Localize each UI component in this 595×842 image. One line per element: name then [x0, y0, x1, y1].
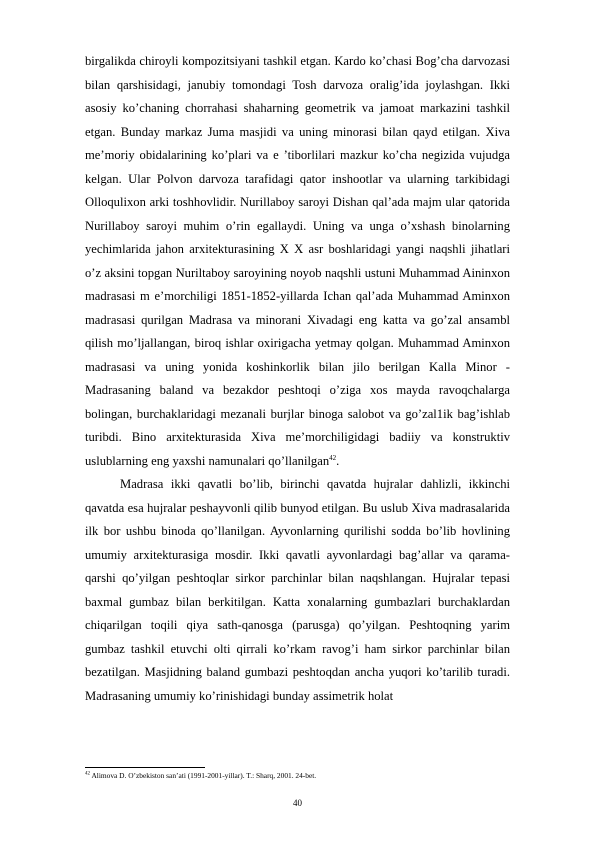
page-number: 40 — [293, 798, 302, 808]
paragraph-1-text: birgalikda chiroyli kompozitsiyani tashkil etgan. Kardo ko’chasi Bog’cha darvozasi bilan qarshisidagi, janubiy tomondagi Tosh darvoza oralig’ida joylashgan. Ikki asosiy ko’chaning chorrahasi shaharning geometrik va jamoat markazini tashkil etgan. Bunday markaz Juma masjidi va uning minorasi bilan qayd etilgan. Xiva me’moriy obidalarining ko’plari va e ’tiborlilari mazkur ko’cha negizida vujudga kelgan. Ular Polvon darvoza tarafidagi qator inshootlar va ularning tarkibidagi Olloqulixon arki toshhovlidir. Nurillaboy saroyi Dishan qal’ada majm ular qatorida Nurillaboy saroyi muhim o’rin egallaydi. Uning va unga o’xshash binolarning yechimlarida jahon arxitekturasining X X asr boshlaridagi yangi naqshli jihatlari o’z aksini topgan Nuriltaboy saroyining noyob naqshli ustuni Muhammad Aininxon madrasasi m e’morchiligi 1851-1852-yillarda Ichan qal’ada Muhammad Aminxon madrasasi qurilgan Madrasa va minorani Xivadagi eng katta va go’zal ansambl qilish mo’ljallangan, biroq ishlar oxirigacha yetmay qolgan. Muhammad Aminxon madrasasi va uning yonida koshinkorlik bilan jilo berilgan Kalla Minor - Madrasaning baland va bezakdor peshtoqi o’ziga xos mayda ravoqchalarga bolingan, burchaklaridagi mezanali burjlar binoga salobot va go’zal1ik bag’ishlab turibdi. Bino arxitekturasida Xiva me’morchiligidagi badiiy va konstruktiv uslublarning eng yaxshi namunalari qo’llanilgan — [85, 54, 510, 468]
footnote-number: 42 — [85, 771, 90, 777]
footnote-separator — [85, 767, 205, 768]
paragraph-2 — [85, 473, 510, 708]
footnote-text: Alimova D. O’zbekiston san’ati (1991-2001-yillar). T.: Sharq, 2001. 24-bet. — [91, 771, 317, 780]
paragraph-2-text: Madrasa ikki qavatli bo’lib, birinchi qavatda hujralar dahlizli, ikkinchi qavatda esa hujralar peshayvonli qilib bunyod etilgan. Bu uslub Xiva madrasalarida ilk bor ushbu binoda qo’llanilgan. Ayvonlarning qurilishi sodda bo’lib hovlining umumiy arxitekturasiga mosdir. Ikki qavatli ayvonlardagi bag’allar va qarama-qarshi qo’yilgan peshtoqlar sirkor parchinlar bilan naqshlangan. Hujralar tepasi baxmal gumbaz bilan berkitilgan. Katta xonalarning gumbazlari burchaklardan chiqarilgan toqili qiya sath-qanosga (parusga) qo’yilgan. Peshtoqning yarim gumbaz tashkil etuvchi olti qirrali ko’rkam ravog’i ham sirkor parchinlar bilan bezatilgan. Masjidning baland gumbazi peshtoqdan ancha yuqori ko’tarilib turadi. Madrasaning umumiy ko’rinishidagi bunday assimetrik holat — [85, 477, 510, 703]
footnote — [85, 771, 510, 781]
footnote-reference: 42 — [329, 453, 337, 462]
paragraph-1 — [85, 50, 510, 473]
body-text — [85, 50, 510, 708]
paragraph-1-ending: . — [336, 453, 340, 468]
